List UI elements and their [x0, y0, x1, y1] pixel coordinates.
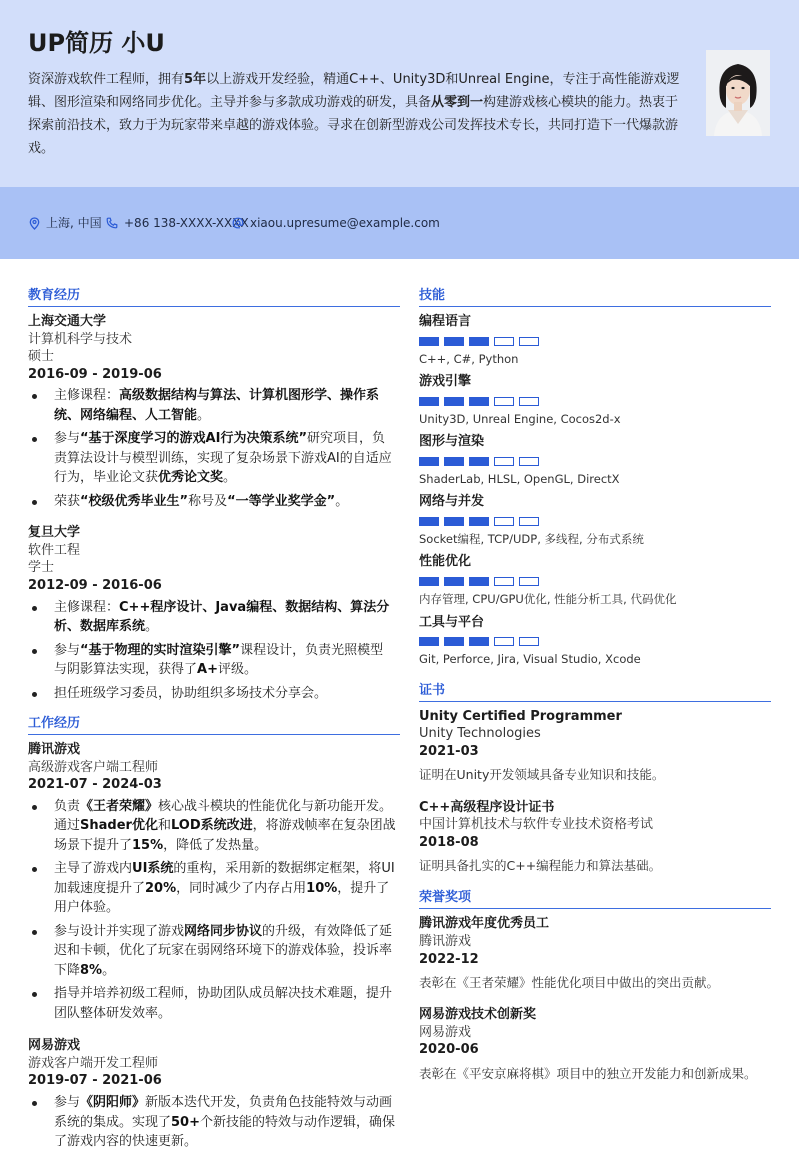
- skill-level-pip-filled: [444, 577, 464, 586]
- skill-item: [419, 373, 771, 427]
- award-description: 表彰在《王者荣耀》性能优化项目中做出的突出贡献。: [419, 975, 720, 991]
- skill-level-meter: [419, 337, 771, 346]
- bullet-item: 参与“基于物理的实时渲染引擎”课程设计，负责光照模型与阴影算法实现，获得了A+评级。: [28, 641, 400, 680]
- skill-name: 网络与并发: [419, 494, 485, 510]
- skill-level-pip-filled: [419, 337, 439, 346]
- skill-item: [419, 433, 771, 487]
- location-text: 上海, 中国: [46, 216, 102, 230]
- skill-name: 游戏引擎: [419, 374, 472, 390]
- skill-level-pip-filled: [469, 637, 489, 646]
- awards-section-title: 荣誉奖项: [419, 889, 771, 909]
- award-date: 2022-12: [419, 951, 479, 967]
- bullet-item: 负责《王者荣耀》核心战斗模块的性能优化与新功能开发。通过Shader优化和LOD系统改进，将游戏帧率在复杂团战场景下提升了15%，降低了发热量。: [28, 797, 400, 856]
- award-org: 腾讯游戏: [419, 934, 472, 950]
- skill-level-pip-filled: [419, 577, 439, 586]
- left-column: [28, 287, 400, 1156]
- skill-level-pip-empty: [494, 637, 514, 646]
- skill-level-meter: [419, 397, 771, 406]
- contact-phone[interactable]: [106, 216, 249, 230]
- skill-detail: 内存管理, CPU/GPU优化, 性能分析工具, 代码优化: [419, 591, 677, 606]
- degree: 硕士: [28, 349, 55, 365]
- education-date: 2016-09 - 2019-06: [28, 366, 162, 382]
- work-date: 2019-07 - 2021-06: [28, 1073, 162, 1089]
- education-section-title: 教育经历: [28, 287, 400, 307]
- skill-name: 工具与平台: [419, 614, 485, 630]
- skill-level-pip-filled: [469, 397, 489, 406]
- skill-detail: Unity3D, Unreal Engine, Cocos2d-x: [419, 411, 621, 426]
- work-bullets: [28, 797, 400, 1024]
- skill-level-pip-filled: [444, 517, 464, 526]
- skill-item: [419, 614, 771, 668]
- skill-name: 性能优化: [419, 554, 472, 570]
- award-description: 表彰在《平安京麻将棋》项目中的独立开发能力和创新成果。: [419, 1065, 757, 1081]
- award-date: 2020-06: [419, 1042, 479, 1058]
- contact-email[interactable]: [232, 216, 440, 230]
- bullet-item: 参与设计并实现了游戏网络同步协议的升级，有效降低了延迟和卡顿，优化了玩家在弱网络环境下的游戏体验，投诉率下降8%。: [28, 922, 400, 981]
- award-org: 网易游戏: [419, 1024, 472, 1040]
- skill-level-pip-empty: [494, 397, 514, 406]
- skill-level-pip-empty: [494, 337, 514, 346]
- bullet-item: 荣获“校级优秀毕业生”称号及“一等学业奖学金”。: [28, 492, 400, 512]
- skill-level-pip-empty: [519, 517, 539, 526]
- skill-level-pip-empty: [519, 637, 539, 646]
- skill-level-pip-filled: [469, 577, 489, 586]
- certificate-description: 证明具备扎实的C++编程能力和算法基础。: [419, 858, 662, 874]
- certificate-description: 证明在Unity开发领域具备专业知识和技能。: [419, 767, 665, 783]
- resume-header: [0, 0, 799, 187]
- education-bullets: [28, 598, 400, 704]
- work-entry: [28, 1037, 400, 1151]
- job-role: 高级游戏客户端工程师: [28, 759, 159, 775]
- certificate-issuer: 中国计算机技术与软件专业技术资格考试: [419, 817, 654, 833]
- education-entry: [28, 524, 400, 703]
- award-entry: [419, 915, 771, 992]
- at-sign-icon: [232, 217, 244, 229]
- skill-detail: C++, C#, Python: [419, 351, 519, 366]
- skill-detail: Socket编程, TCP/UDP, 多线程, 分布式系统: [419, 531, 644, 546]
- skill-name: 图形与渲染: [419, 434, 485, 450]
- work-date: 2021-07 - 2024-03: [28, 777, 162, 793]
- skill-item: [419, 313, 771, 367]
- company-name: 腾讯游戏: [28, 742, 81, 758]
- skill-level-pip-filled: [419, 517, 439, 526]
- certificate-date: 2021-03: [419, 743, 479, 759]
- skill-detail: Git, Perforce, Jira, Visual Studio, Xcode: [419, 652, 641, 667]
- skill-level-pip-empty: [494, 517, 514, 526]
- skills-section-title: 技能: [419, 287, 771, 307]
- skill-level-pip-empty: [519, 397, 539, 406]
- certificate-name: C++高级程序设计证书: [419, 799, 555, 815]
- award-entry: [419, 1006, 771, 1083]
- work-bullets: [28, 1093, 400, 1152]
- certificates-section-title: 证书: [419, 682, 771, 702]
- right-column: [419, 287, 771, 1083]
- phone-icon: [106, 217, 118, 229]
- major: 软件工程: [28, 542, 81, 558]
- certificate-name: Unity Certified Programmer: [419, 708, 622, 724]
- education-entry: [28, 313, 400, 511]
- bullet-item: 担任班级学习委员，协助组织多场技术分享会。: [28, 684, 400, 704]
- bullet-item: 主导了游戏内UI系统的重构，采用新的数据绑定框架，将UI加载速度提升了20%，同时减少了内存占用10%，提升了用户体验。: [28, 859, 400, 918]
- school-name: 上海交通大学: [28, 314, 107, 330]
- contact-location: [29, 216, 102, 230]
- skill-level-pip-empty: [494, 457, 514, 466]
- work-section-title: 工作经历: [28, 715, 400, 735]
- skill-level-pip-empty: [494, 577, 514, 586]
- skill-level-pip-filled: [419, 637, 439, 646]
- bullet-item: 主修课程：高级数据结构与算法、计算机图形学、操作系统、网络编程、人工智能。: [28, 386, 400, 425]
- skill-level-meter: [419, 457, 771, 466]
- certificate-date: 2018-08: [419, 834, 479, 850]
- skill-level-pip-empty: [519, 337, 539, 346]
- profile-photo: [706, 50, 770, 136]
- skill-level-pip-empty: [519, 577, 539, 586]
- skills-list: [419, 313, 771, 667]
- skill-level-pip-filled: [469, 337, 489, 346]
- skill-level-pip-filled: [469, 517, 489, 526]
- skill-level-pip-filled: [469, 457, 489, 466]
- resume-summary: 资深游戏软件工程师，拥有5年以上游戏开发经验，精通C++、Unity3D和Unreal Engine，专注于高性能游戏逻辑、图形渲染和网络同步优化。主导并参与多款成功游戏的研发，具备从零到一构建游戏核心模块的能力。热衷于探索前沿技术，致力于为玩家带来卓越的游戏体验。寻求在创新型游戏公司发挥技术专长，共同打造下一代爆款游戏。: [28, 72, 680, 157]
- bullet-item: 指导并培养初级工程师，协助团队成员解决技术难题，提升团队整体研发效率。: [28, 984, 400, 1023]
- school-name: 复旦大学: [28, 525, 81, 541]
- certificate-issuer: Unity Technologies: [419, 726, 541, 742]
- skill-level-pip-empty: [519, 457, 539, 466]
- award-name: 腾讯游戏年度优秀员工: [419, 916, 550, 932]
- skill-level-pip-filled: [444, 637, 464, 646]
- award-name: 网易游戏技术创新奖: [419, 1007, 537, 1023]
- skill-item: [419, 553, 771, 607]
- major: 计算机科学与技术: [28, 331, 133, 347]
- education-bullets: [28, 386, 400, 511]
- bullet-item: 主修课程：C++程序设计、Java编程、数据结构、算法分析、数据库系统。: [28, 598, 400, 637]
- degree: 学士: [28, 560, 55, 576]
- skill-level-meter: [419, 577, 771, 586]
- skill-level-pip-filled: [419, 457, 439, 466]
- education-date: 2012-09 - 2016-06: [28, 578, 162, 594]
- skill-level-meter: [419, 517, 771, 526]
- certificate-entry: [419, 799, 771, 876]
- bullet-item: 参与“基于深度学习的游戏AI行为决策系统”研究项目，负责算法设计与模型训练，实现了复杂场景下游戏AI的自适应行为，毕业论文获优秀论文奖。: [28, 429, 400, 488]
- skill-name: 编程语言: [419, 314, 472, 330]
- email-text: xiaou.upresume@example.com: [250, 216, 440, 230]
- location-pin-icon: [29, 217, 40, 230]
- skill-level-pip-filled: [444, 457, 464, 466]
- skill-detail: ShaderLab, HLSL, OpenGL, DirectX: [419, 471, 620, 486]
- certificate-entry: [419, 708, 771, 785]
- bullet-item: 参与《阴阳师》新版本迭代开发，负责角色技能特效与动画系统的集成。实现了50+个新技能的特效与动作逻辑，确保了游戏内容的快速更新。: [28, 1093, 400, 1152]
- company-name: 网易游戏: [28, 1038, 81, 1054]
- resume-name: UP简历 小U: [28, 29, 165, 57]
- phone-text: +86 138-XXXX-XXXX: [124, 216, 249, 230]
- skill-level-meter: [419, 637, 771, 646]
- skill-level-pip-filled: [444, 337, 464, 346]
- job-role: 游戏客户端开发工程师: [28, 1055, 159, 1071]
- skill-item: [419, 493, 771, 547]
- skill-level-pip-filled: [419, 397, 439, 406]
- work-entry: [28, 741, 400, 1023]
- skill-level-pip-filled: [444, 397, 464, 406]
